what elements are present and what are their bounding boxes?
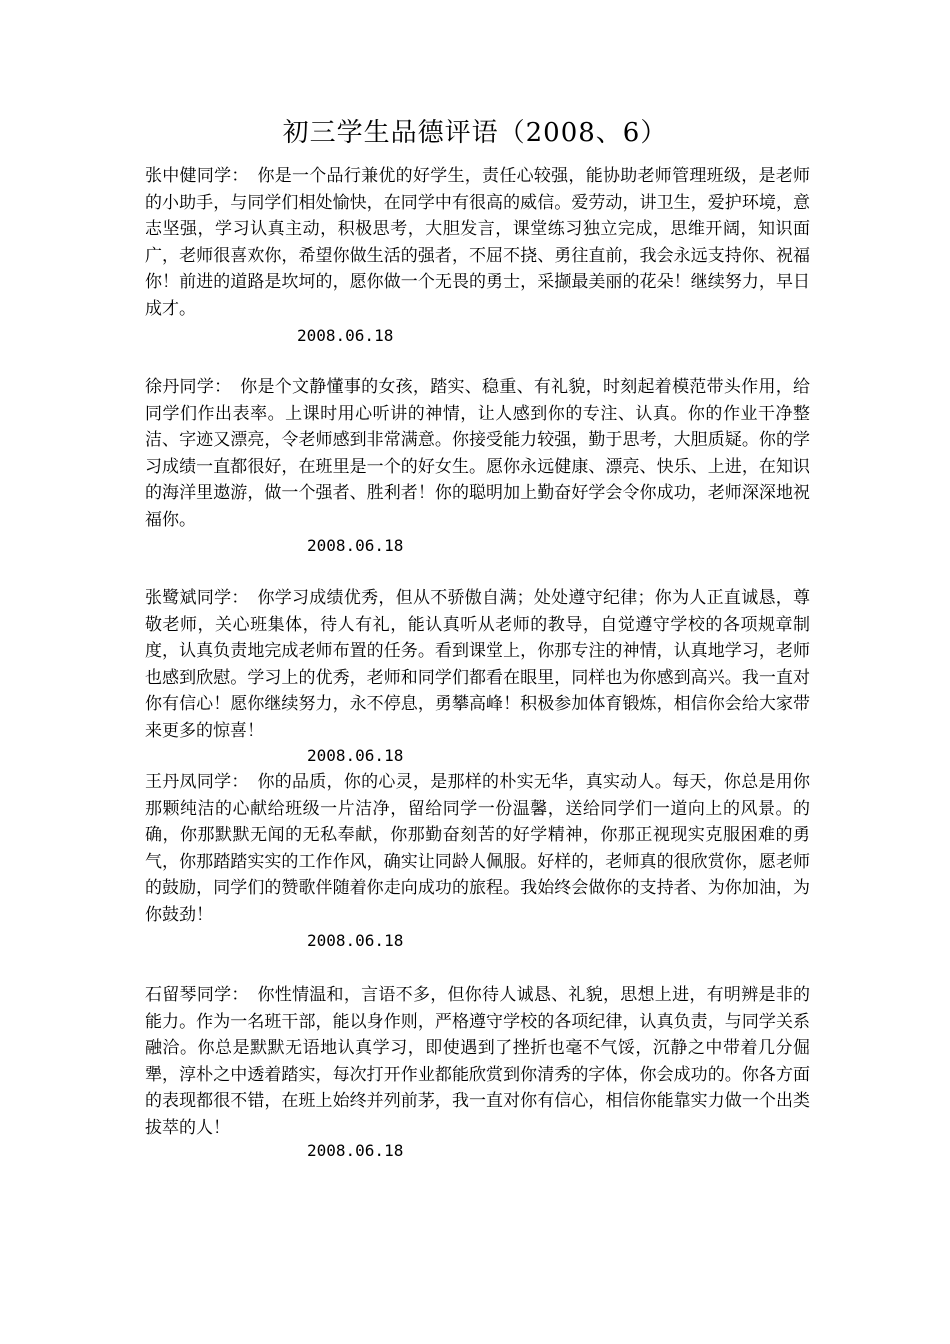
comment-text: 你是一个品行兼优的好学生，责任心较强，能协助老师管理班级，是老师的小助手，与同学们相处愉快，在同学中有很高的威信。爱劳动，讲卫生，爱护环境，意志坚强，学习认真主动，积极思考，大胆发言，课堂练习独立完成，思维开阔，知识面广，老师很喜欢你，希望你做生活的强者，不屈不挠、勇往直前，我会永远支持你、祝福你！前进的道路是坎坷的，愿你做一个无畏的勇士，采撷最美丽的花朵！继续努力，早日成才。: [145, 166, 811, 319]
comment-block: [145, 982, 810, 1141]
comment-date: 2008.06.18: [297, 326, 394, 345]
student-name: 王丹凤同学：: [145, 772, 241, 792]
comment-date: 2008.06.18: [307, 746, 404, 765]
comment-text: 你的品质，你的心灵，是那样的朴实无华，真实动人。每天，你总是用你那颗纯洁的心献给班级一片洁净，留给同学一份温馨，送给同学们一道向上的风景。的确，你那默默无闻的无私奉献，你那勤奋刻苦的好学精神，你那正视现实克服困难的勇气，你那踏踏实实的工作作风，确实让同龄人佩服。好样的，老师真的很欣赏你，愿老师的鼓励，同学们的赞歌伴随着你走向成功的旅程。我始终会做你的支持者、为你加油，为你鼓劲！: [145, 772, 811, 925]
comment-date: 2008.06.18: [307, 536, 404, 555]
comment-date: 2008.06.18: [307, 931, 404, 950]
comment-text: 你学习成绩优秀，但从不骄傲自满；处处遵守纪律；你为人正直诚恳，尊敬老师，关心班集体，待人有礼，能认真听从老师的教导，自觉遵守学校的各项规章制度，认真负责地完成老师布置的任务。看到课堂上，你那专注的神情，认真地学习，老师也感到欣慰。学习上的优秀，老师和同学们都看在眼里，同样也为你感到高兴。我一直对你有信心！愿你继续努力，永不停息，勇攀高峰！积极参加体育锻炼，相信你会给大家带来更多的惊喜！: [145, 588, 811, 741]
comment-date: 2008.06.18: [307, 1141, 404, 1160]
student-name: 张中健同学：: [145, 166, 241, 186]
student-name: 张鹭斌同学：: [145, 588, 241, 608]
comment-text: 你性情温和，言语不多，但你待人诚恳、礼貌，思想上进，有明辨是非的能力。作为一名班干部，能以身作则，严格遵守学校的各项纪律，认真负责，与同学关系融洽。你总是默默无语地认真学习，即使遇到了挫折也毫不气馁，沉静之中带着几分倔犟，淳朴之中透着踏实，每次打开作业都能欣赏到你清秀的字体，你会成功的。你各方面的表现都很不错，在班上始终并列前茅，我一直对你有信心，相信你能靠实力做一个出类拔萃的人！: [145, 985, 811, 1138]
comment-block: [145, 163, 810, 322]
student-name: 石留琴同学：: [145, 985, 241, 1005]
page-title: 初三学生品德评语（2008、6）: [282, 118, 668, 148]
comment-block: [145, 374, 810, 533]
comment-block: [145, 585, 810, 744]
comment-text: 你是个文静懂事的女孩，踏实、稳重、有礼貌，时刻起着模范带头作用，给同学们作出表率。上课时用心听讲的神情，让人感到你的专注、认真。你的作业干净整洁、字迹又漂亮，令老师感到非常满意。你接受能力较强，勤于思考，大胆质疑。你的学习成绩一直都很好，在班里是一个的好女生。愿你永远健康、漂亮、快乐、上进，在知识的海洋里遨游，做一个强者、胜利者！你的聪明加上勤奋好学会令你成功，老师深深地祝福你。: [145, 377, 811, 530]
comment-block: [145, 769, 810, 928]
student-name: 徐丹同学：: [145, 377, 223, 397]
